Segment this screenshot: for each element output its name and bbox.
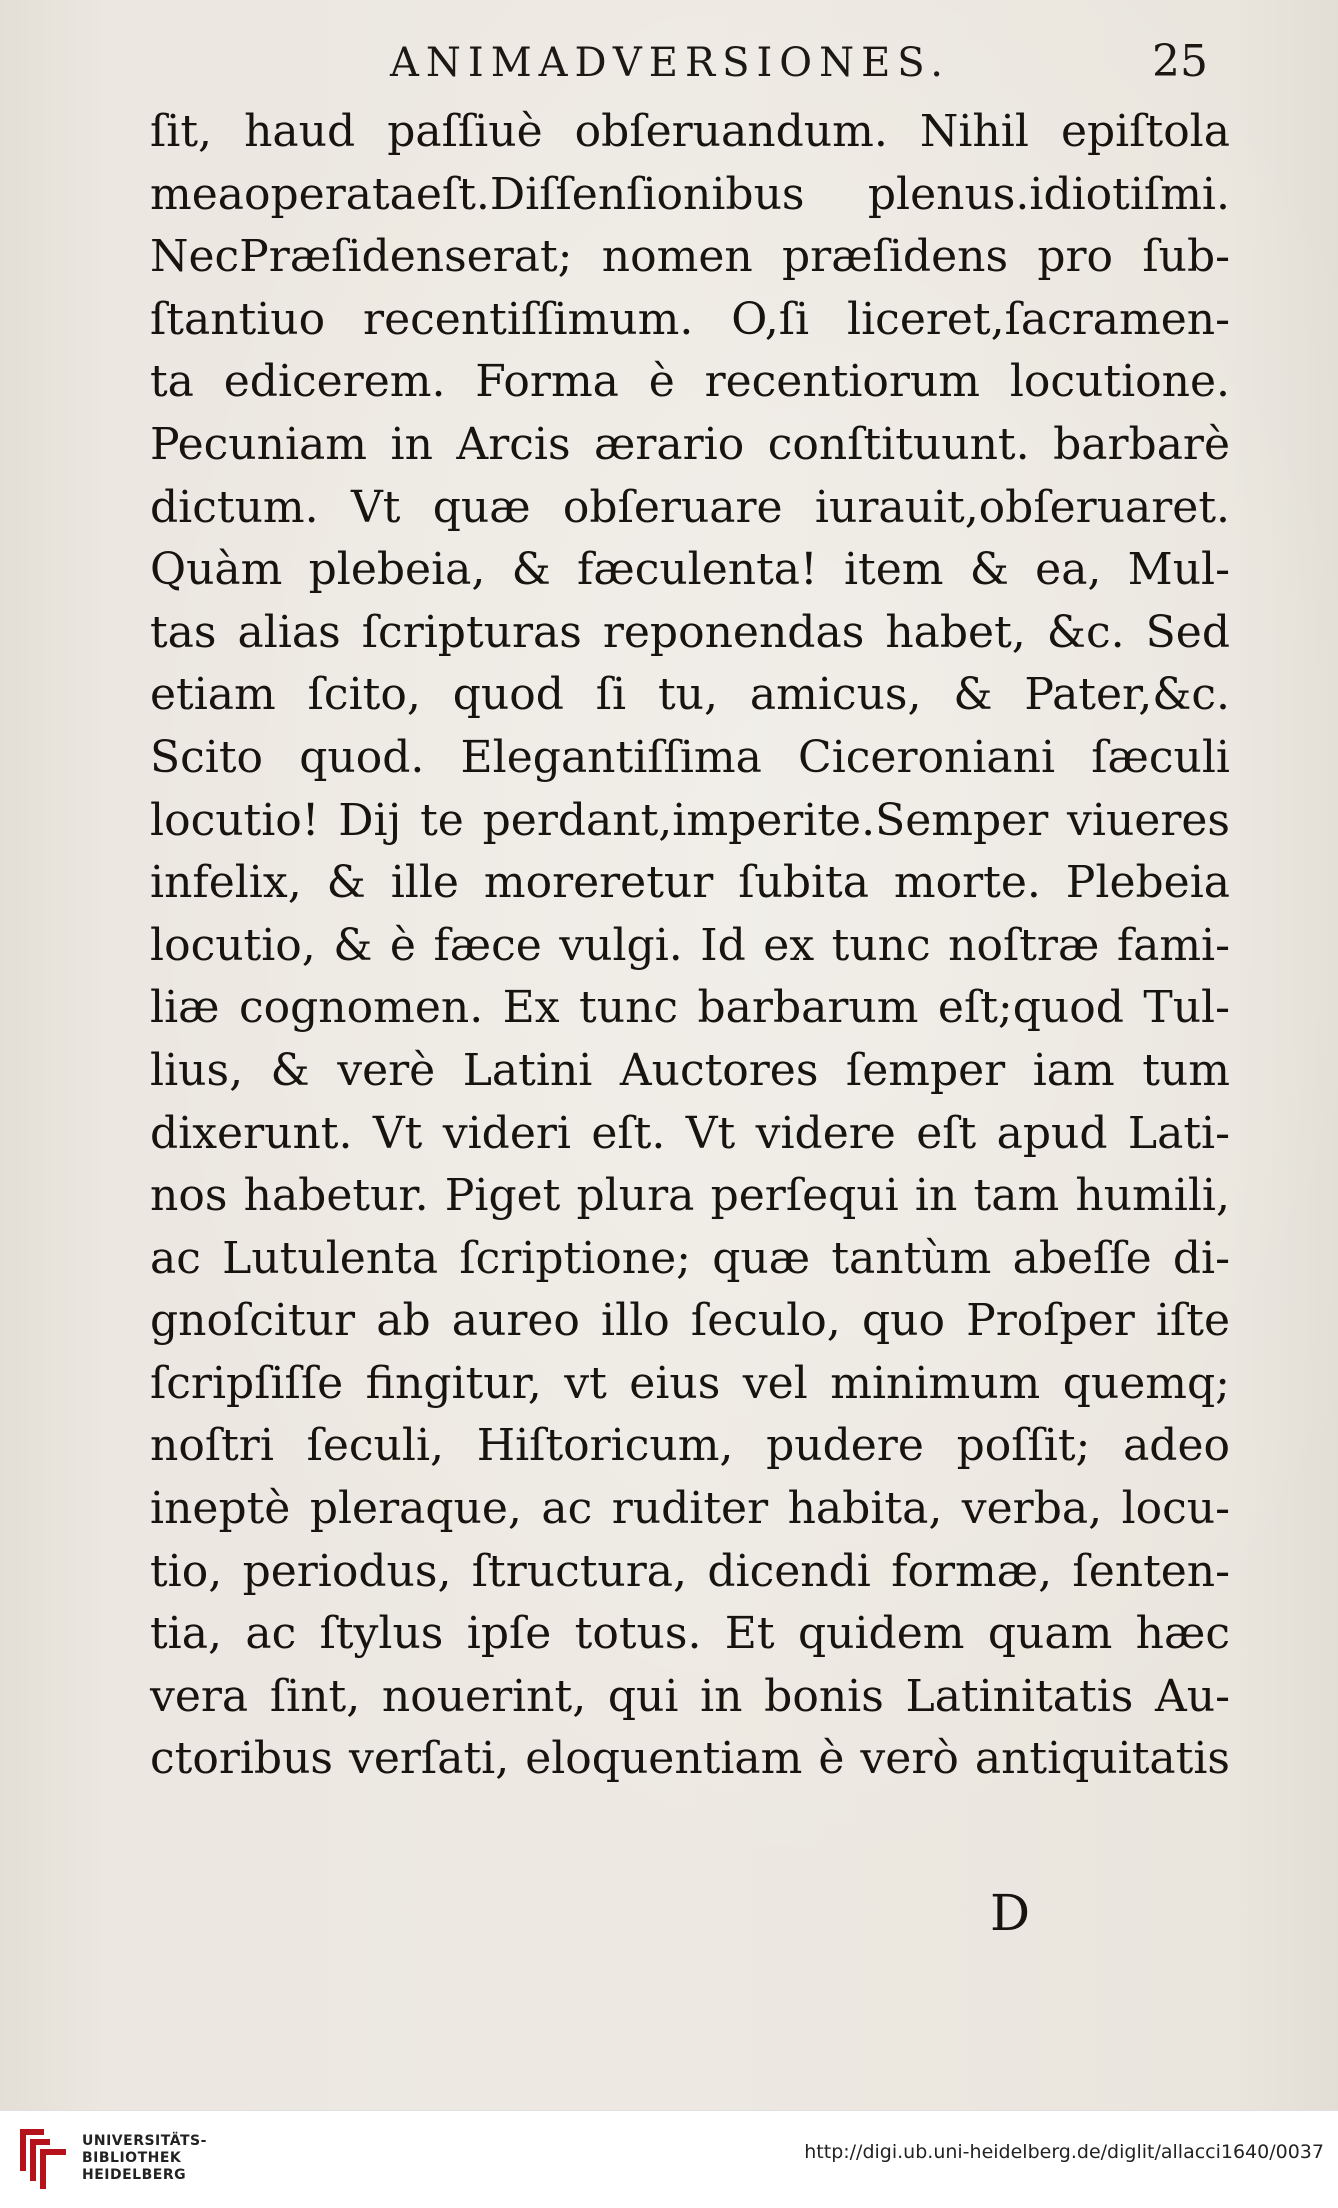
text-line: ſtantiuo recentiſſimum. O,ſi liceret,ſacramen- <box>150 293 1230 345</box>
signature-mark: D <box>990 1884 1031 1942</box>
text-line: noſtri ſeculi, Hiſtoricum, pudere poſſit; adeo <box>150 1420 1230 1472</box>
text-line: locutio, & è fæce vulgi. Id ex tunc noſtræ fami- <box>150 919 1230 971</box>
text-line: vera ſint, nouerint, qui in bonis Latinitatis Au- <box>150 1670 1230 1722</box>
text-line: ſcripſiſſe fingitur, vt eius vel minimum quemq; <box>150 1357 1230 1409</box>
text-line: dixerunt. Vt videri eſt. Vt videre eſt apud Lati- <box>150 1107 1230 1159</box>
text-line: ctoribus verſati, eloquentiam è verò antiquitatis <box>150 1733 1230 1785</box>
text-line: Scito quod. Elegantiſſima Ciceroniani ſæculi <box>150 731 1230 783</box>
text-line: NecPræſidenserat; nomen præſidens pro ſub- <box>150 231 1230 283</box>
text-line: infelix, & ille moreretur ſubita morte. Plebeia <box>150 857 1230 909</box>
text-line: Quàm plebeia, & fæculenta! item & ea, Mul- <box>150 544 1230 596</box>
library-name <box>82 2133 207 2184</box>
text-line: locutio! Dij te perdant,imperite.Semper viueres <box>150 794 1230 846</box>
text-line: nos habetur. Piget plura perſequi in tam humili, <box>150 1170 1230 1222</box>
source-link[interactable]: http://digi.ub.uni-heidelberg.de/diglit/allacci1640/0037 <box>804 2141 1324 2163</box>
library-name-line: BIBLIOTHEK <box>82 2150 182 2166</box>
text-line: liæ cognomen. Ex tunc barbarum eſt;quod Tul- <box>150 982 1230 1034</box>
text-line: tas alias ſcripturas reponendas habet, &c. Sed <box>150 606 1230 658</box>
library-logo-icon <box>14 2123 72 2193</box>
library-footer <box>0 2110 1338 2208</box>
text-line: tio, periodus, ſtructura, dicendi formæ, ſenten- <box>150 1545 1230 1597</box>
text-line: gnoſcitur ab aureo illo ſeculo, quo Proſper iſte <box>150 1295 1230 1347</box>
running-head: ANIMADVERSIONES. <box>390 40 950 86</box>
text-line: Pecuniam in Arcis ærario conſtituunt. barbarè <box>150 418 1230 470</box>
text-line: tia, ac ſtylus ipſe totus. Et quidem quam hæc <box>150 1608 1230 1660</box>
text-line: lius, & verè Latini Auctores ſemper iam tum <box>150 1044 1230 1096</box>
text-line: ſit, haud paſſiuè obſeruandum. Nihil epiſtola <box>150 106 1230 157</box>
text-line: ineptè pleraque, ac ruditer habita, verba, locu- <box>150 1483 1230 1535</box>
page-header <box>390 36 1212 106</box>
text-line: meaoperataeſt.Diſſenſionibus plenus.idiotiſmi. <box>150 168 1230 220</box>
library-name-line: HEIDELBERG <box>82 2167 187 2183</box>
text-line: ta edicerem. Forma è recentiorum locutione. <box>150 356 1230 408</box>
page-number: 25 <box>1152 36 1208 87</box>
text-line: dictum. Vt quæ obſeruare iurauit,obſeruaret. <box>150 481 1230 533</box>
library-name-line: UNIVERSITÄTS- <box>82 2133 207 2149</box>
body-text <box>150 101 1230 1791</box>
text-line: etiam ſcito, quod ſi tu, amicus, & Pater,&c. <box>150 669 1230 721</box>
text-line: ac Lutulenta ſcriptione; quæ tantùm abeſſe di- <box>150 1232 1230 1284</box>
